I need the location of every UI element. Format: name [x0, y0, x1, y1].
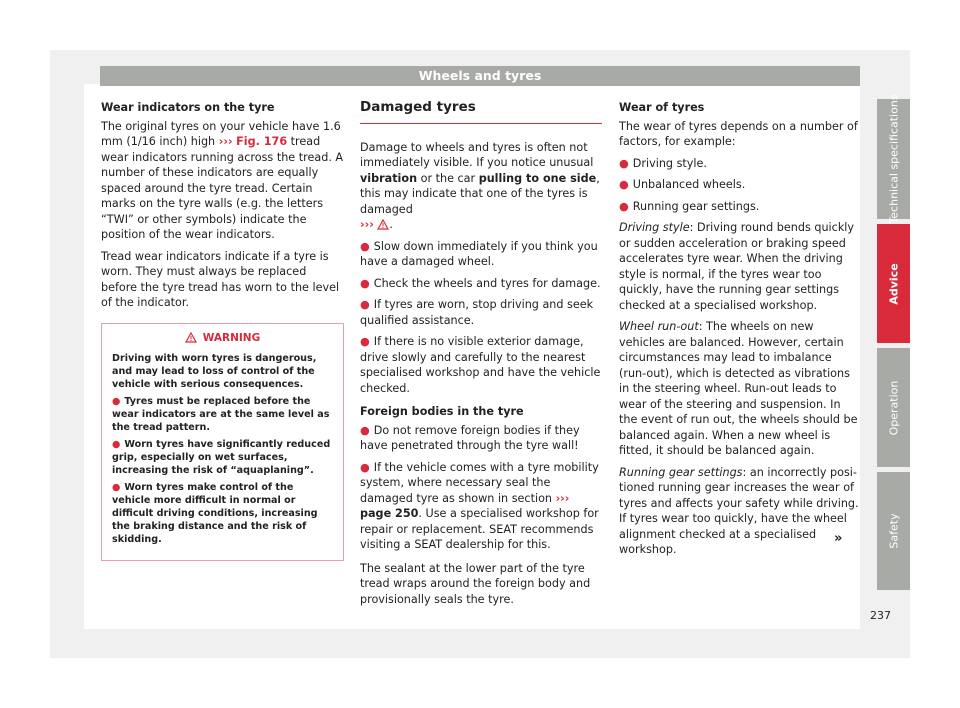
bullet-icon: ● — [360, 298, 370, 311]
list-item — [619, 199, 859, 215]
reference-arrow: ››› — [360, 218, 374, 231]
list-item-text: If tyres are worn, stop driving and seek qualified assistance. — [360, 298, 594, 327]
paragraph-wheel-run-out — [619, 319, 859, 459]
list-item-text: . Use a specialised workshop for repair or replacement. SEAT recommends visiting a SEAT dealership for this. — [360, 507, 599, 551]
tab-label: Safety — [887, 513, 900, 549]
warning-item-text: Tyres must be replaced before the wear indicators are at the same level as the tread pattern. — [112, 395, 330, 433]
term-driving-style: Driving style — [619, 221, 690, 234]
text-span: tread wear indicators running across the tread. A number of these indicators are equally spaced around the tyre tread. Certain marks on the tyre walls (e.g. the letters “TWI” or other symbols) indicate the position of the wear indicators. — [101, 135, 344, 241]
list-item-text: Driving style. — [632, 156, 707, 170]
warning-item-text: Worn tyres make control of the vehicle more difficult in normal or difficult driving conditions, increasing the braking distance and the risk of skidding. — [112, 481, 318, 545]
warning-item — [112, 395, 333, 434]
bullet-icon: ● — [360, 335, 370, 348]
figure-link[interactable]: Fig. 176 — [236, 135, 288, 148]
text-span: , this may indicate that one of the tyres is damaged — [360, 171, 600, 216]
text-span: : The wheels on new vehicles are balanced. However, certain circumstances may lead to imbalance (run-out), which is detected as vibrations in the steering wheel. Run-out leads to wear of the steering and suspension. In the event of run out, the wheels should be balanced again. When a new wheel is fitted, it should be balanced again. — [619, 320, 858, 457]
column-middle — [360, 100, 602, 613]
list-item — [619, 177, 859, 193]
paragraph-wear-intro: The wear of tyres depends on a number of factors, for example: — [619, 119, 858, 148]
bullet-icon: ● — [619, 156, 629, 170]
list-item-text: Do not remove foreign bodies if they have penetrated through the tyre wall! — [360, 423, 580, 452]
list-item-text: Unbalanced wheels. — [632, 178, 746, 191]
tab-label: Advice — [887, 262, 900, 305]
tab-label: Operation — [887, 380, 900, 435]
warning-title-text: WARNING — [202, 331, 261, 344]
list-item-text: If there is no visible exterior damage, drive slowly and carefully to the nearest specialised workshop and have the vehicle checked. — [360, 335, 601, 395]
tab-operation[interactable] — [877, 348, 910, 467]
bullet-icon: ● — [619, 178, 629, 191]
text-span: : Driving round bends quickly or sudden acceleration or braking speed accelerates tyre wear. When the driving style is normal, if the tyres wear too quickly, have the running gear settings checked at a specialised workshop. — [619, 221, 855, 312]
warning-item — [112, 481, 333, 546]
list-item-text: Slow down immediately if you think you have a damaged wheel. — [360, 239, 598, 268]
column-left — [101, 100, 344, 561]
list-item-text: If the vehicle comes with a tyre mobility system, where necessary seal the damaged tyre as shown in section — [360, 460, 599, 505]
warning-box — [101, 323, 344, 561]
term-wheel-run-out: Wheel run-out — [619, 320, 699, 333]
bullet-icon: ● — [112, 481, 121, 493]
paragraph-damage — [360, 140, 602, 233]
paragraph-tread-indicators: Tread wear indicators indicate if a tyre is worn. They must always be replaced before the tyre tread has worn to the level of the indicator. — [101, 249, 340, 309]
bullet-icon: ● — [360, 423, 370, 437]
warning-intro: Driving with worn tyres is dangerous, and may lead to loss of control of the vehicle with serious consequences. — [112, 352, 317, 390]
list-item — [360, 297, 602, 328]
text-span: Damage to wheels and tyres is often not immediately visible. If you notice unusual — [360, 140, 594, 169]
paragraph-wear-indicators — [101, 119, 344, 243]
paragraph-sealant: The sealant at the lower part of the tyre tread wraps around the foreign body and provisionally seals the tyre. — [360, 561, 591, 606]
tab-advice[interactable] — [877, 224, 910, 343]
bullet-icon: ● — [112, 438, 121, 450]
paragraph-running-gear — [619, 465, 859, 558]
list-item — [619, 156, 859, 172]
bullet-icon: ● — [360, 276, 370, 290]
warning-item-text: Worn tyres have significantly reduced grip, especially on wet surfaces, increasing the risk of “aquaplaning”. — [112, 438, 331, 476]
warning-title — [112, 332, 333, 345]
bullet-icon: ● — [619, 199, 629, 213]
paragraph-driving-style — [619, 220, 859, 313]
text-span: : an incorrectly positioned running gear increases the wear of tyres and affects your safety while driving. If tyres wear too quickly, have the wheel alignment checked at a specialised workshop. — [619, 465, 859, 556]
subheading-foreign-bodies: Foreign bodies in the tyre — [360, 405, 524, 418]
text-span: or the car — [417, 171, 479, 185]
warning-item — [112, 438, 333, 477]
bold-term: vibration — [360, 171, 418, 185]
tab-technical-specifications[interactable] — [877, 94, 910, 224]
warning-triangle-icon — [185, 332, 197, 343]
heading-wear-of-tyres: Wear of tyres — [619, 101, 705, 114]
text-span: . — [389, 218, 393, 231]
bullet-icon: ● — [360, 239, 370, 253]
list-item — [360, 276, 602, 292]
bold-term: pulling to one side — [478, 171, 597, 185]
list-item — [360, 334, 602, 396]
bullet-icon: ● — [360, 460, 370, 474]
list-item — [360, 460, 602, 553]
continue-chevron-icon: » — [834, 531, 843, 546]
bullet-icon: ● — [112, 395, 121, 407]
list-item-text: Check the wheels and tyres for damage. — [373, 276, 601, 290]
heading-wear-indicators: Wear indicators on the tyre — [101, 101, 275, 114]
section-title-damaged-tyres: Damaged tyres — [360, 100, 602, 124]
chapter-header: Wheels and tyres — [100, 66, 860, 86]
list-item — [360, 239, 602, 270]
page-number: 237 — [870, 609, 891, 622]
term-running-gear: Running gear settings — [619, 465, 743, 479]
list-item — [360, 423, 602, 454]
warning-triangle-icon[interactable] — [377, 219, 389, 230]
list-item-text: Running gear settings. — [632, 199, 760, 213]
column-right — [619, 100, 859, 564]
text-span: The original tyres on your vehicle have 1.6 mm (1/16 inch) high — [101, 119, 341, 148]
tab-label: Technical specifications — [887, 94, 900, 224]
reference-arrow: ››› — [218, 135, 233, 148]
tab-safety[interactable] — [877, 472, 910, 590]
page-link[interactable]: page 250 — [360, 507, 419, 520]
reference-arrow: ››› — [555, 491, 570, 505]
